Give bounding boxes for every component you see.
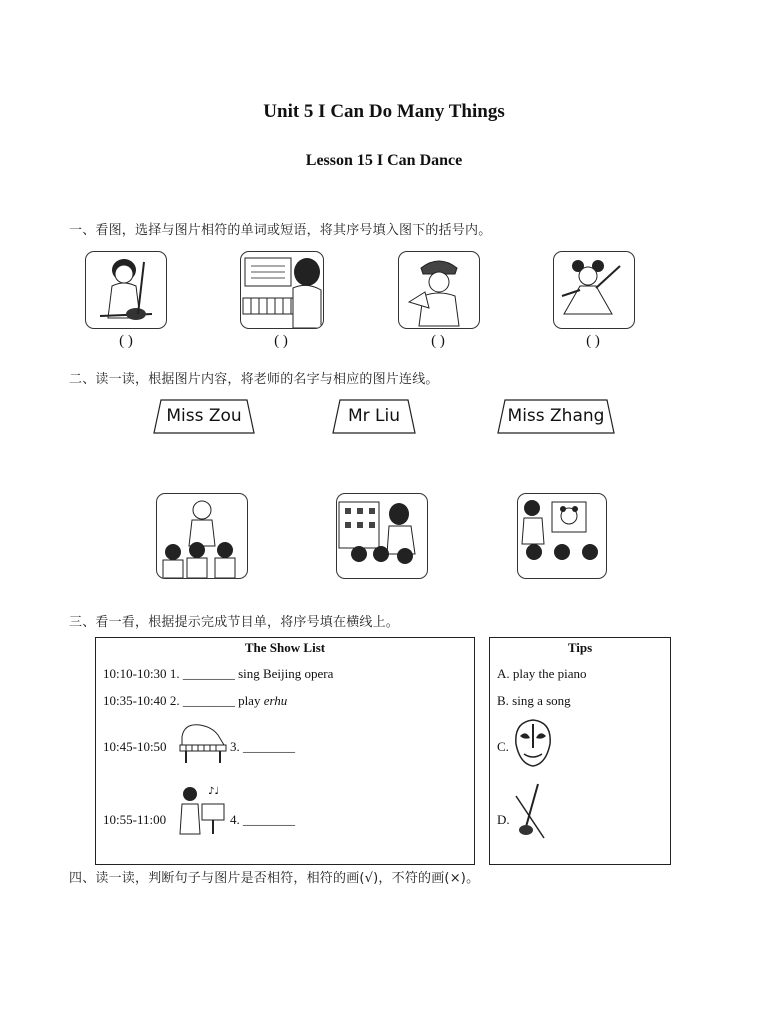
show-row-3-answer: 3. ________ [230, 739, 295, 754]
tip-c: C. [497, 739, 509, 754]
section3-instruction: 三、看一看，根据提示完成节目单，将序号填在横线上。 [69, 615, 400, 630]
show-row-4: 10:55-11:00 [103, 812, 167, 827]
svg-text:♪♩: ♪♩ [208, 786, 220, 797]
section1-instruction: 一、看图，选择与图片相符的单词或短语，将其序号填入图下的括号内。 [69, 223, 492, 238]
show-list-box [95, 637, 475, 865]
answer-paren-2[interactable]: ( ) [274, 333, 288, 349]
show-row-4-answer: 4. ________ [230, 812, 295, 827]
name-label: Miss Zou [166, 406, 242, 426]
name-card-miss-zhang[interactable] [497, 398, 615, 434]
show-row-2: 10:35-10:40 2. ________ play erhu [103, 693, 288, 708]
teacher-with-students-icon[interactable] [156, 493, 248, 579]
girl-singing-icon [178, 782, 228, 836]
show-row-3: 10:45-10:50 [103, 739, 167, 754]
tip-b: B. sing a song [497, 693, 571, 708]
section4-instruction: 四、读一读，判断句子与图片是否相符，相符的画(√)，不符的画(×)。 [69, 871, 480, 886]
opera-singer-icon [398, 251, 480, 329]
name-label: Miss Zhang [507, 406, 605, 426]
opera-mask-icon [512, 718, 554, 768]
erhu-icon [514, 782, 550, 840]
tip-d: D. [497, 812, 510, 827]
tips-box [489, 637, 671, 865]
girl-playing-erhu-icon [85, 251, 167, 329]
answer-paren-4[interactable]: ( ) [586, 333, 600, 349]
tip-a: A. play the piano [497, 666, 587, 681]
show-row-1: 10:10-10:30 1. ________ sing Beijing opera [103, 666, 334, 681]
tips-heading: Tips [567, 640, 593, 655]
answer-paren-3[interactable]: ( ) [431, 333, 445, 349]
child-playing-piano-icon [240, 251, 324, 329]
show-list-heading: The Show List [244, 640, 326, 655]
lesson-subtitle: Lesson 15 I Can Dance [305, 152, 463, 169]
name-card-mr-liu[interactable] [332, 398, 416, 434]
piano-icon [178, 719, 228, 765]
page-title: Unit 5 I Can Do Many Things [263, 101, 505, 122]
teacher-drawing-panda-icon[interactable] [517, 493, 607, 579]
answer-blank-3[interactable]: ________ [243, 739, 295, 754]
name-card-miss-zou[interactable] [153, 398, 255, 434]
name-label: Mr Liu [347, 406, 401, 426]
answer-blank-4[interactable]: ________ [243, 812, 295, 827]
answer-blank-2[interactable]: ________ [182, 693, 235, 708]
answer-paren-1[interactable]: ( ) [119, 333, 133, 349]
teacher-at-school-icon[interactable] [336, 493, 428, 579]
answer-blank-1[interactable]: ________ [182, 666, 235, 681]
girl-dancing-icon [553, 251, 635, 329]
section2-instruction: 二、读一读，根据图片内容，将老师的名字与相应的图片连线。 [69, 372, 439, 387]
